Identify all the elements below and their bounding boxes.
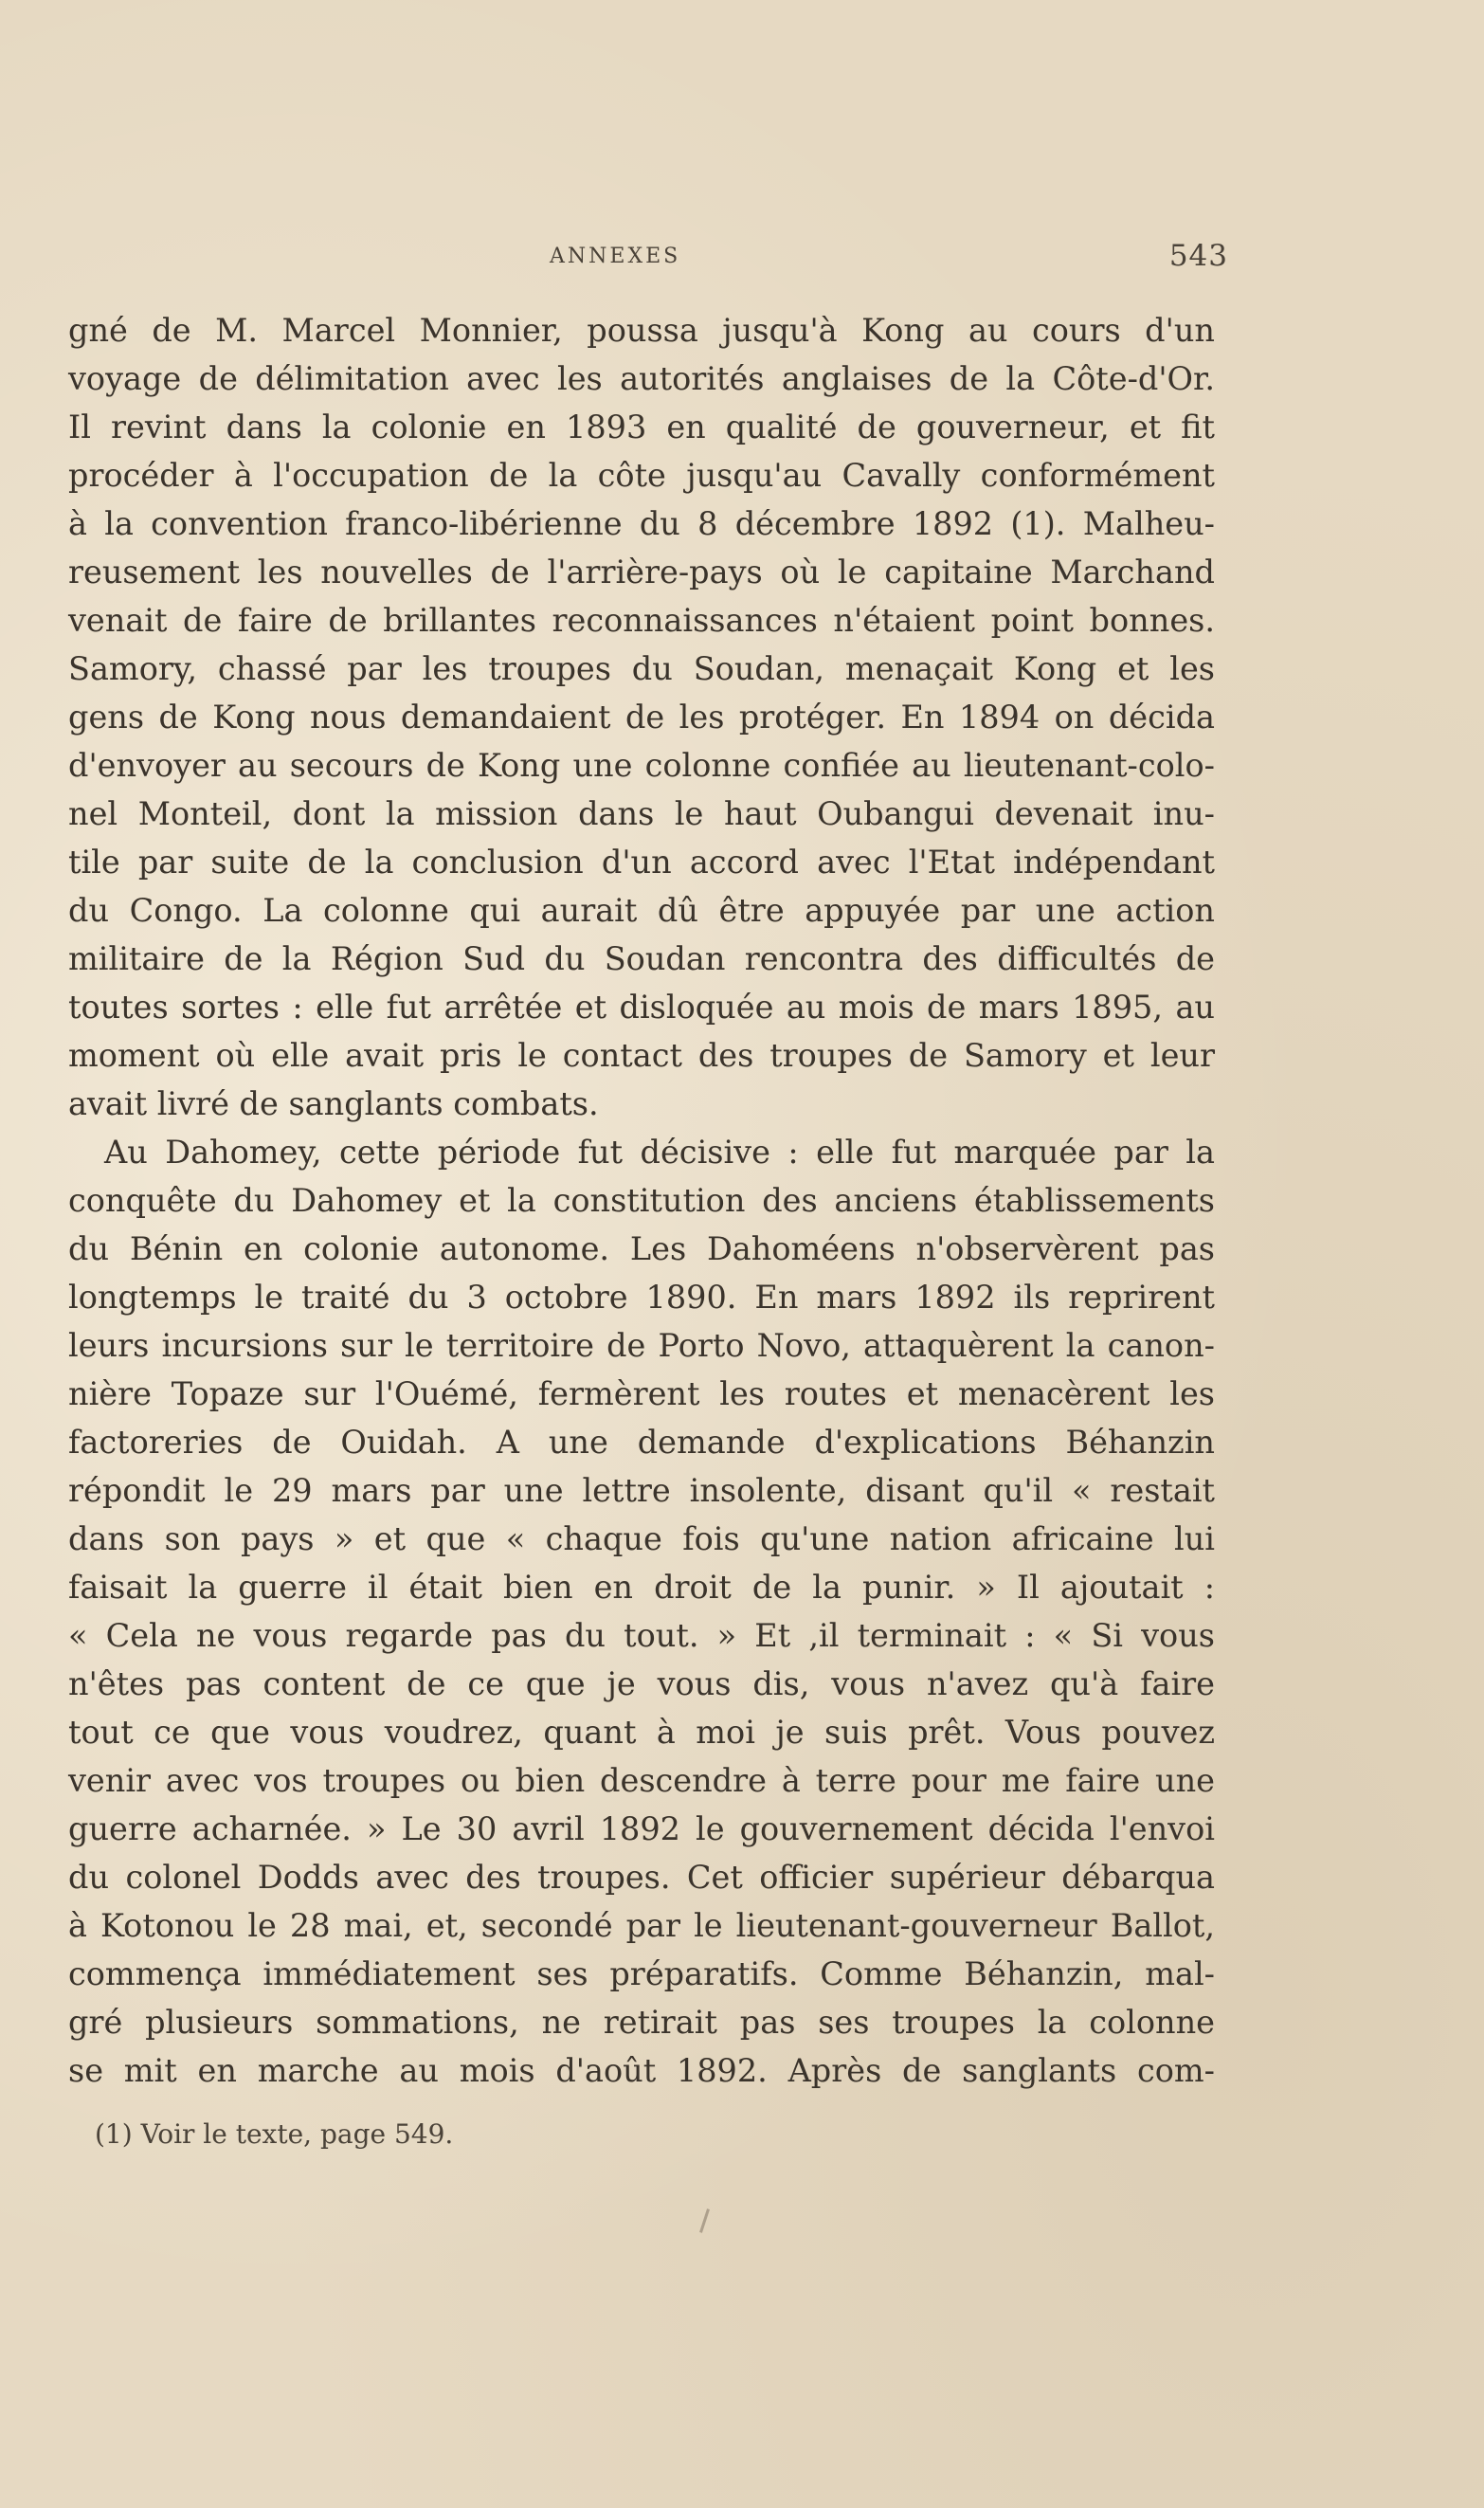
running-title: ANNEXES — [550, 245, 681, 268]
text-line: faisait la guerre il était bien en droit de la punir. » Il ajoutait : — [68, 1569, 1215, 1606]
paragraph-start-line: Au Dahomey, cette période fut décisive : elle fut marquée par la — [104, 1134, 1215, 1171]
text-line: du Bénin en colonie autonome. Les Dahoméens n'observèrent pas — [68, 1230, 1215, 1267]
text-line: nière Topaze sur l'Ouémé, fermèrent les routes et menacèrent les — [68, 1375, 1215, 1412]
text-line: conquête du Dahomey et la constitution des anciens établissements — [68, 1182, 1215, 1219]
text-line: Samory, chassé par les troupes du Soudan, menaçait Kong et les — [68, 650, 1215, 687]
text-line: d'envoyer au secours de Kong une colonne confiée au lieutenant-colo- — [68, 747, 1215, 784]
text-line: toutes sortes : elle fut arrêtée et disloquée au mois de mars 1895, au — [68, 989, 1215, 1026]
text-line: factoreries de Ouidah. A une demande d'explications Béhanzin — [68, 1424, 1215, 1461]
text-line: guerre acharnée. » Le 30 avril 1892 le gouvernement décida l'envoi — [68, 1810, 1215, 1847]
text-line: avait livré de sanglants combats. — [68, 1085, 599, 1122]
ink-mark — [699, 2208, 710, 2233]
text-line: répondit le 29 mars par une lettre insolente, disant qu'il « restait — [68, 1472, 1215, 1509]
page-number: 543 — [1168, 239, 1228, 273]
text-line: moment où elle avait pris le contact des troupes de Samory et leur — [68, 1037, 1215, 1074]
text-line: gné de M. Marcel Monnier, poussa jusqu'à Kong au cours d'un — [68, 312, 1215, 349]
text-line: se mit en marche au mois d'août 1892. Après de sanglants com- — [68, 2052, 1215, 2089]
text-line: dans son pays » et que « chaque fois qu'une nation africaine lui — [68, 1520, 1215, 1557]
text-line: longtemps le traité du 3 octobre 1890. En mars 1892 ils reprirent — [68, 1279, 1215, 1316]
text-line: n'êtes pas content de ce que je vous dis, vous n'avez qu'à faire — [68, 1665, 1215, 1702]
body-text — [68, 306, 1215, 2095]
text-line: venait de faire de brillantes reconnaissances n'étaient point bonnes. — [68, 602, 1215, 639]
text-line: militaire de la Région Sud du Soudan rencontra des difficultés de — [68, 940, 1215, 977]
text-line: reusement les nouvelles de l'arrière-pays où le capitaine Marchand — [68, 554, 1215, 591]
text-line: gens de Kong nous demandaient de les protéger. En 1894 on décida — [68, 699, 1215, 736]
text-line: du colonel Dodds avec des troupes. Cet officier supérieur débarqua — [68, 1859, 1215, 1896]
text-line: du Congo. La colonne qui aurait dû être appuyée par une action — [68, 892, 1215, 929]
text-line: leurs incursions sur le territoire de Porto Novo, attaquèrent la canon- — [68, 1327, 1215, 1364]
footnote: (1) Voir le texte, page 549. — [95, 2118, 454, 2150]
text-line: venir avec vos troupes ou bien descendre à terre pour me faire une — [68, 1762, 1215, 1799]
text-line: procéder à l'occupation de la côte jusqu'au Cavally conformément — [68, 457, 1215, 494]
text-line: voyage de délimitation avec les autorités anglaises de la Côte-d'Or. — [68, 360, 1215, 397]
text-line: tile par suite de la conclusion d'un accord avec l'Etat indépendant — [68, 844, 1215, 881]
text-line: gré plusieurs sommations, ne retirait pas ses troupes la colonne — [68, 2004, 1215, 2041]
text-line: commença immédiatement ses préparatifs. Comme Béhanzin, mal- — [68, 1955, 1215, 1992]
text-line: Il revint dans la colonie en 1893 en qualité de gouverneur, et fit — [68, 409, 1215, 445]
text-line: « Cela ne vous regarde pas du tout. » Et ,il terminait : « Si vous — [68, 1617, 1215, 1654]
text-line: tout ce que vous voudrez, quant à moi je suis prêt. Vous pouvez — [68, 1714, 1215, 1751]
text-line: à la convention franco-libérienne du 8 décembre 1892 (1). Malheu- — [68, 505, 1215, 542]
text-line: nel Monteil, dont la mission dans le haut Oubangui devenait inu- — [68, 795, 1215, 832]
text-line: à Kotonou le 28 mai, et, secondé par le lieutenant-gouverneur Ballot, — [68, 1907, 1215, 1944]
running-head — [550, 239, 1228, 282]
